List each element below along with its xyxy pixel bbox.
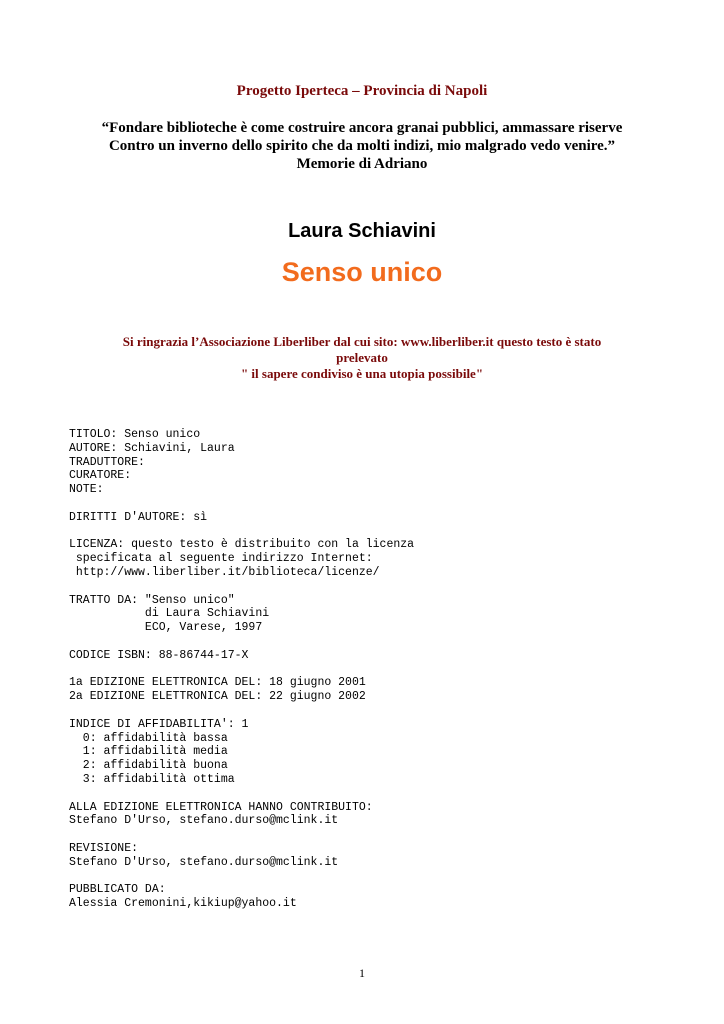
metadata-line: TRADUTTORE: [69, 455, 145, 469]
metadata-line: ECO, Varese, 1997 [69, 621, 263, 635]
epigraph-quote [0, 119, 724, 173]
book-author: Laura Schiavini [288, 220, 436, 242]
metadata-line: CURATORE: [69, 469, 132, 483]
metadata-line: NOTE: [69, 483, 104, 497]
metadata-line: LICENZA: questo testo è distribuito con la licenza [69, 538, 415, 552]
quote-source: Memorie di Adriano [296, 156, 428, 172]
metadata-blank-line [69, 870, 414, 884]
quote-line-1: “Fondare biblioteche è come costruire ancora granai pubblici, ammassare riserve [101, 120, 623, 136]
metadata-line: CODICE ISBN: 88-86744-17-X [69, 648, 249, 662]
metadata-line: 3: affidabilità ottima [69, 772, 235, 786]
metadata-blank-line [69, 704, 414, 718]
book-title: Senso unico [281, 257, 443, 287]
metadata-line: 1a EDIZIONE ELETTRONICA DEL: 18 giugno 2001 [69, 676, 366, 690]
metadata-line: specificata al seguente indirizzo Internet: [69, 552, 373, 566]
metadata-blank-line [69, 663, 414, 677]
metadata-line: REVISIONE: [69, 841, 139, 855]
metadata-line: 2a EDIZIONE ELETTRONICA DEL: 22 giugno 2002 [69, 690, 366, 704]
project-title: Progetto Iperteca – Provincia di Napoli [236, 83, 488, 99]
metadata-line: TITOLO: Senso unico [69, 428, 201, 441]
acknowledgement-line-2: prelevato [336, 350, 388, 365]
metadata-line: PUBBLICATO DA: [69, 883, 166, 897]
metadata-line: 2: affidabilità buona [69, 759, 228, 773]
acknowledgement-motto: " il sapere condiviso è una utopia possibile" [240, 366, 484, 381]
metadata-blank-line [69, 635, 414, 649]
metadata-line: Alessia Cremonini,kikiup@yahoo.it [69, 897, 297, 911]
metadata-line: Stefano D'Urso, stefano.durso@mclink.it [69, 814, 339, 828]
metadata-blank-line [69, 497, 414, 511]
metadata-line: http://www.liberliber.it/biblioteca/licenze/ [69, 565, 380, 579]
metadata-blank-line [69, 787, 414, 801]
page-number: 1 [359, 966, 365, 980]
metadata-line: 0: affidabilità bassa [69, 731, 228, 745]
acknowledgement [0, 334, 724, 382]
metadata-line: DIRITTI D'AUTORE: sì [69, 510, 208, 524]
metadata-line: ALLA EDIZIONE ELETTRONICA HANNO CONTRIBUITO: [69, 800, 373, 814]
metadata-line: Stefano D'Urso, stefano.durso@mclink.it [69, 855, 339, 869]
metadata-line: AUTORE: Schiavini, Laura [69, 441, 235, 455]
quote-line-2: Contro un inverno dello spirito che da molti indizi, mio malgrado vedo venire.” [108, 138, 616, 154]
metadata-line: INDICE DI AFFIDABILITA': 1 [69, 717, 249, 731]
metadata-line: di Laura Schiavini [69, 607, 270, 621]
metadata-blank-line [69, 580, 414, 594]
metadata-block [69, 428, 414, 911]
metadata-line: 1: affidabilità media [69, 745, 228, 759]
metadata-line: TRATTO DA: "Senso unico" [69, 593, 235, 607]
acknowledgement-line-1: Si ringrazia l’Associazione Liberliber dal cui sito: www.liberliber.it questo testo è stato [122, 334, 602, 349]
metadata-blank-line [69, 828, 414, 842]
metadata-blank-line [69, 525, 414, 539]
